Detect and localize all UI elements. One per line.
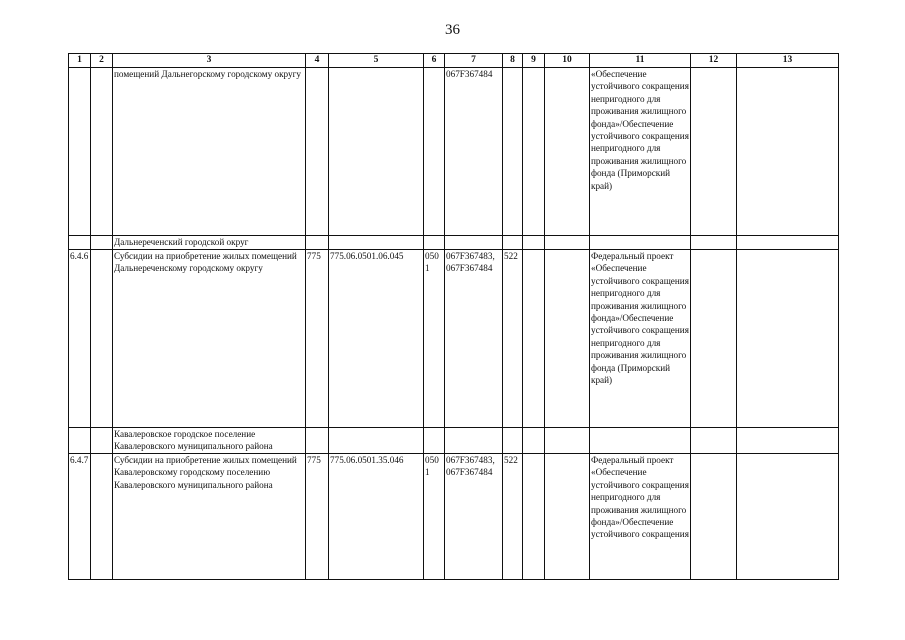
cell-code — [445, 454, 503, 580]
cell-measure-name: Субсидии на приобретение жилых помещений Кавалеровскому городскому поселению Кавалеровского муниципального района — [113, 454, 306, 580]
cell — [329, 428, 424, 454]
cell — [545, 250, 590, 428]
cell — [91, 68, 113, 236]
cell — [691, 236, 737, 250]
cell-code: 067F367484 — [445, 68, 503, 236]
header-col-7: 7 — [445, 54, 503, 68]
cell — [91, 428, 113, 454]
cell — [737, 428, 839, 454]
cell-col4: 775 — [306, 454, 329, 580]
cell — [91, 454, 113, 580]
cell — [590, 428, 691, 454]
section-row-kavalerovo — [69, 428, 839, 454]
cell — [424, 428, 445, 454]
cell-col4: 775 — [306, 250, 329, 428]
header-col-6: 6 — [424, 54, 445, 68]
cell — [91, 236, 113, 250]
section-title: Дальнереченский городской округ — [113, 236, 306, 250]
cell — [691, 250, 737, 428]
header-col-3: 3 — [113, 54, 306, 68]
cell — [503, 68, 523, 236]
header-col-8: 8 — [503, 54, 523, 68]
cell-col8: 522 — [503, 454, 523, 580]
cell — [590, 236, 691, 250]
cell-project: «Обеспечение устойчивого сокращения непригодного для проживания жилищного фонда»/Обеспечение устойчивого сокращения непригодного для проживания жилищного фонда (Приморский край) — [590, 68, 691, 236]
cell — [69, 428, 91, 454]
header-col-12: 12 — [691, 54, 737, 68]
header-col-11: 11 — [590, 54, 691, 68]
cell-col5: 775.06.0501.06.045 — [329, 250, 424, 428]
cell — [545, 68, 590, 236]
cell — [503, 428, 523, 454]
cell — [445, 428, 503, 454]
header-col-10: 10 — [545, 54, 590, 68]
cell — [329, 236, 424, 250]
code-line-2: 067F367484 — [446, 263, 493, 274]
document-table — [68, 53, 839, 580]
cell — [523, 236, 545, 250]
header-col-2: 2 — [91, 54, 113, 68]
table-row-continued — [69, 68, 839, 236]
cell — [424, 236, 445, 250]
cell — [737, 236, 839, 250]
cell — [306, 236, 329, 250]
cell-col8: 522 — [503, 250, 523, 428]
header-col-13: 13 — [737, 54, 839, 68]
table-row-6-4-6 — [69, 250, 839, 428]
header-col-4: 4 — [306, 54, 329, 68]
header-col-9: 9 — [523, 54, 545, 68]
cell — [691, 68, 737, 236]
section-row-dalnerechensk — [69, 236, 839, 250]
page-number: 36 — [445, 22, 460, 38]
cell-project: Федеральный проект «Обеспечение устойчивого сокращения непригодного для проживания жилищного фонда»/Обеспечение устойчивого сокращения непригодного для проживания жилищного фонда (Приморский край) — [590, 250, 691, 428]
header-col-1: 1 — [69, 54, 91, 68]
cell — [69, 236, 91, 250]
cell — [545, 454, 590, 580]
code-line-1: 067F367483, — [446, 455, 495, 465]
table-row-6-4-7 — [69, 454, 839, 580]
cell — [691, 428, 737, 454]
cell-code — [445, 250, 503, 428]
cell-item-number: 6.4.6 — [69, 250, 91, 428]
cell — [737, 68, 839, 236]
cell-col5: 775.06.0501.35.046 — [329, 454, 424, 580]
header-row — [69, 54, 839, 68]
cell — [737, 454, 839, 580]
cell-col6: 0501 — [424, 250, 445, 428]
cell-project: Федеральный проект «Обеспечение устойчивого сокращения непригодного для проживания жилищного фонда»/Обеспечение устойчивого сокращения — [590, 454, 691, 580]
cell — [329, 68, 424, 236]
cell — [424, 68, 445, 236]
cell — [523, 428, 545, 454]
cell — [691, 454, 737, 580]
cell — [91, 250, 113, 428]
cell-measure-name: Субсидии на приобретение жилых помещений Дальнереченскому городскому округу — [113, 250, 306, 428]
cell — [523, 68, 545, 236]
code-line-2: 067F367484 — [446, 467, 493, 478]
cell — [445, 236, 503, 250]
header-col-5: 5 — [329, 54, 424, 68]
cell — [523, 454, 545, 580]
cell — [545, 428, 590, 454]
cell-item-number: 6.4.7 — [69, 454, 91, 580]
cell — [523, 250, 545, 428]
cell-col6: 0501 — [424, 454, 445, 580]
cell — [306, 68, 329, 236]
cell-measure-name: помещений Дальнегорскому городскому округу — [113, 68, 306, 236]
cell — [503, 236, 523, 250]
cell — [545, 236, 590, 250]
section-title: Кавалеровское городское поселение Кавалеровского муниципального района — [113, 428, 306, 454]
cell — [737, 250, 839, 428]
cell — [69, 68, 91, 236]
cell — [306, 428, 329, 454]
code-line-1: 067F367483, — [446, 251, 495, 261]
